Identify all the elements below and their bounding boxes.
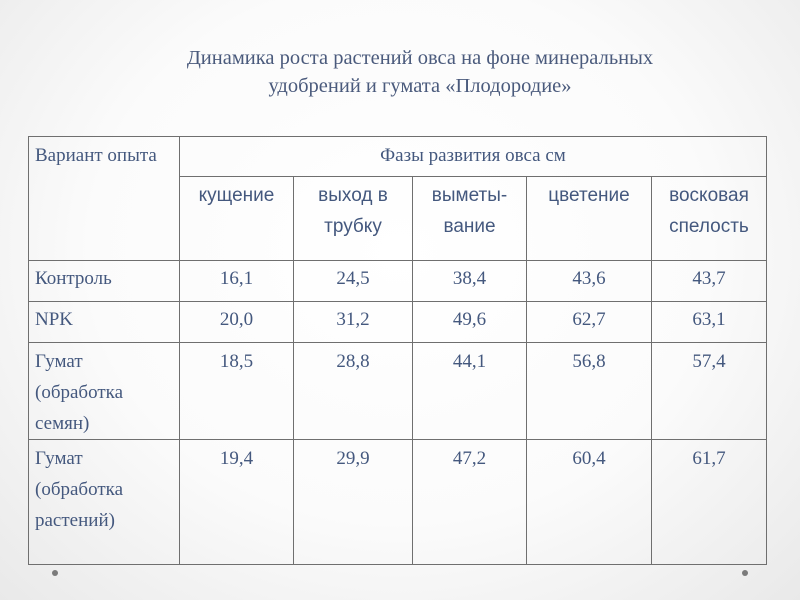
value-cell: 16,1 <box>180 261 294 302</box>
title-line-2: удобрений и гумата «Плодородие» <box>268 75 572 97</box>
variant-cell: Гумат (обработка семян) <box>29 343 180 440</box>
value-cell: 56,8 <box>527 343 652 440</box>
growth-table <box>28 136 767 565</box>
phase-header-cell: восковая спелость <box>652 177 767 261</box>
phase-header-cell: кущение <box>180 177 294 261</box>
dot-icon <box>742 570 748 576</box>
value-cell: 24,5 <box>294 261 413 302</box>
value-cell: 18,5 <box>180 343 294 440</box>
variant-cell: Контроль <box>29 261 180 302</box>
variant-header: Вариант опыта <box>29 137 180 261</box>
value-cell: 31,2 <box>294 302 413 343</box>
dot-icon <box>52 570 58 576</box>
value-cell: 61,7 <box>652 440 767 565</box>
value-cell: 43,6 <box>527 261 652 302</box>
header-row <box>29 137 767 177</box>
phase-header-cell: выход в трубку <box>294 177 413 261</box>
value-cell: 57,4 <box>652 343 767 440</box>
variant-cell: NPK <box>29 302 180 343</box>
table-row <box>29 261 767 302</box>
value-cell: 20,0 <box>180 302 294 343</box>
table-row <box>29 343 767 440</box>
table-row <box>29 302 767 343</box>
phases-header: Фазы развития овса см <box>180 137 767 177</box>
variant-cell: Гумат (обработка растений) <box>29 440 180 565</box>
value-cell: 29,9 <box>294 440 413 565</box>
value-cell: 38,4 <box>413 261 527 302</box>
value-cell: 60,4 <box>527 440 652 565</box>
value-cell: 47,2 <box>413 440 527 565</box>
title-line-1: Динамика роста растений овса на фоне минеральных <box>186 47 654 69</box>
slide-title <box>60 44 780 100</box>
value-cell: 28,8 <box>294 343 413 440</box>
table-row <box>29 440 767 565</box>
phase-header-cell: выметы-вание <box>413 177 527 261</box>
value-cell: 19,4 <box>180 440 294 565</box>
value-cell: 62,7 <box>527 302 652 343</box>
value-cell: 63,1 <box>652 302 767 343</box>
value-cell: 49,6 <box>413 302 527 343</box>
value-cell: 43,7 <box>652 261 767 302</box>
phase-header-cell: цветение <box>527 177 652 261</box>
value-cell: 44,1 <box>413 343 527 440</box>
